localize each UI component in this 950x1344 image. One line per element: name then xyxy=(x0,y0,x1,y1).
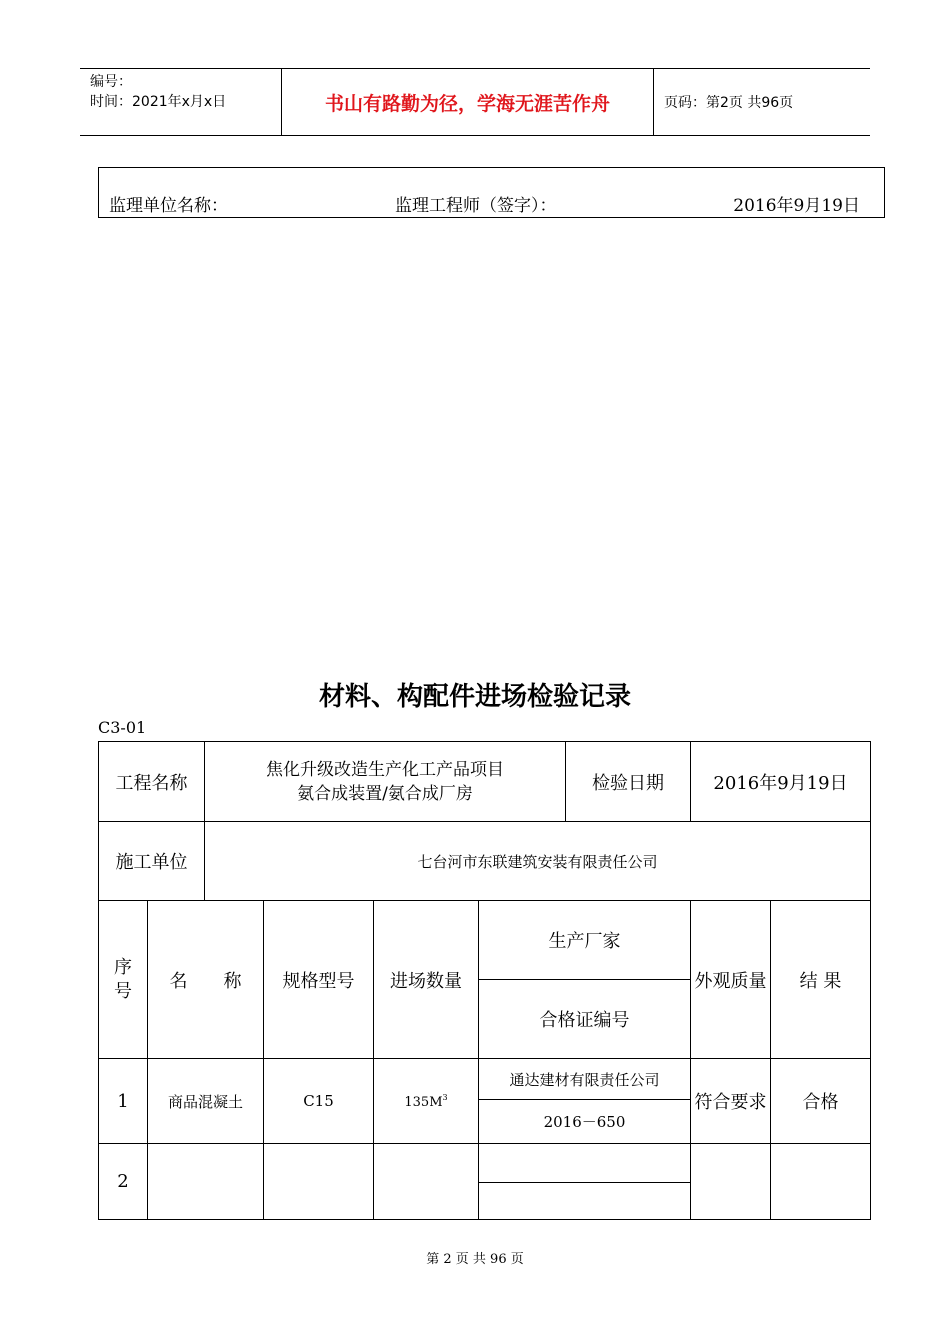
qty-header: 进场数量 xyxy=(374,901,479,1059)
header-motto: 书山有路勤为径，学海无涯苦作舟 xyxy=(282,69,654,135)
page-header xyxy=(80,68,870,136)
contractor-label: 施工单位 xyxy=(99,822,205,901)
row-appearance: 符合要求 xyxy=(691,1059,771,1144)
seq-header xyxy=(99,901,148,1059)
row-name: 商品混凝土 xyxy=(148,1059,264,1144)
manufacturer-header: 生产厂家 xyxy=(479,901,691,980)
result-header: 结 果 xyxy=(771,901,871,1059)
seq-header-line2: 号 xyxy=(114,980,132,1002)
row-manufacturer xyxy=(479,1144,691,1183)
page-footer: 第 2 页 共 96 页 xyxy=(426,1252,524,1267)
header-meta xyxy=(80,69,282,135)
spec-header: 规格型号 xyxy=(264,901,374,1059)
row-name xyxy=(148,1144,264,1220)
supervision-date: 2016年9月19日 xyxy=(733,196,860,216)
cert-header: 合格证编号 xyxy=(479,980,691,1059)
number-label: 编号： xyxy=(90,74,132,90)
row-qty-sup: 3 xyxy=(442,1093,448,1102)
supervision-unit-label: 监理单位名称： xyxy=(109,196,228,216)
name-header: 名 称 xyxy=(148,901,264,1059)
row-cert xyxy=(479,1183,691,1220)
time-label: 时间：2021年x月x日 xyxy=(90,94,227,110)
header-page-info: 页码：第2页 共96页 xyxy=(664,95,794,111)
inspection-date-value: 2016年9月19日 xyxy=(691,742,871,822)
row-spec xyxy=(264,1144,374,1220)
row-result xyxy=(771,1144,871,1220)
row-cert: 2016－650 xyxy=(479,1100,691,1144)
row-seq: 1 xyxy=(99,1059,148,1144)
seq-header-line1: 序 xyxy=(114,956,132,978)
appearance-header: 外观质量 xyxy=(691,901,771,1059)
project-name xyxy=(205,742,566,822)
row-result: 合格 xyxy=(771,1059,871,1144)
column-header-row xyxy=(99,901,871,980)
table-row xyxy=(99,1144,871,1183)
project-label: 工程名称 xyxy=(99,742,205,822)
row-seq: 2 xyxy=(99,1144,148,1220)
project-row xyxy=(99,742,871,822)
project-name-line1: 焦化升级改造生产化工产品项目 xyxy=(266,759,504,780)
supervision-engineer-label: 监理工程师（签字）： xyxy=(395,196,557,216)
row-manufacturer: 通达建材有限责任公司 xyxy=(479,1059,691,1100)
row-qty-value: 135M xyxy=(404,1095,443,1110)
project-name-line2: 氨合成装置/氨合成厂房 xyxy=(297,783,473,804)
row-qty xyxy=(374,1144,479,1220)
row-qty xyxy=(374,1059,479,1144)
document-title: 材料、构配件进场检验记录 xyxy=(318,682,631,712)
row-appearance xyxy=(691,1144,771,1220)
contractor-value: 七台河市东联建筑安装有限责任公司 xyxy=(205,822,871,901)
supervision-box xyxy=(98,167,885,218)
inspection-date-label: 检验日期 xyxy=(566,742,691,822)
document-code: C3-01 xyxy=(98,718,147,737)
table-row xyxy=(99,1059,871,1100)
contractor-row xyxy=(99,822,871,901)
inspection-table xyxy=(98,741,871,1220)
row-spec: C15 xyxy=(264,1059,374,1144)
